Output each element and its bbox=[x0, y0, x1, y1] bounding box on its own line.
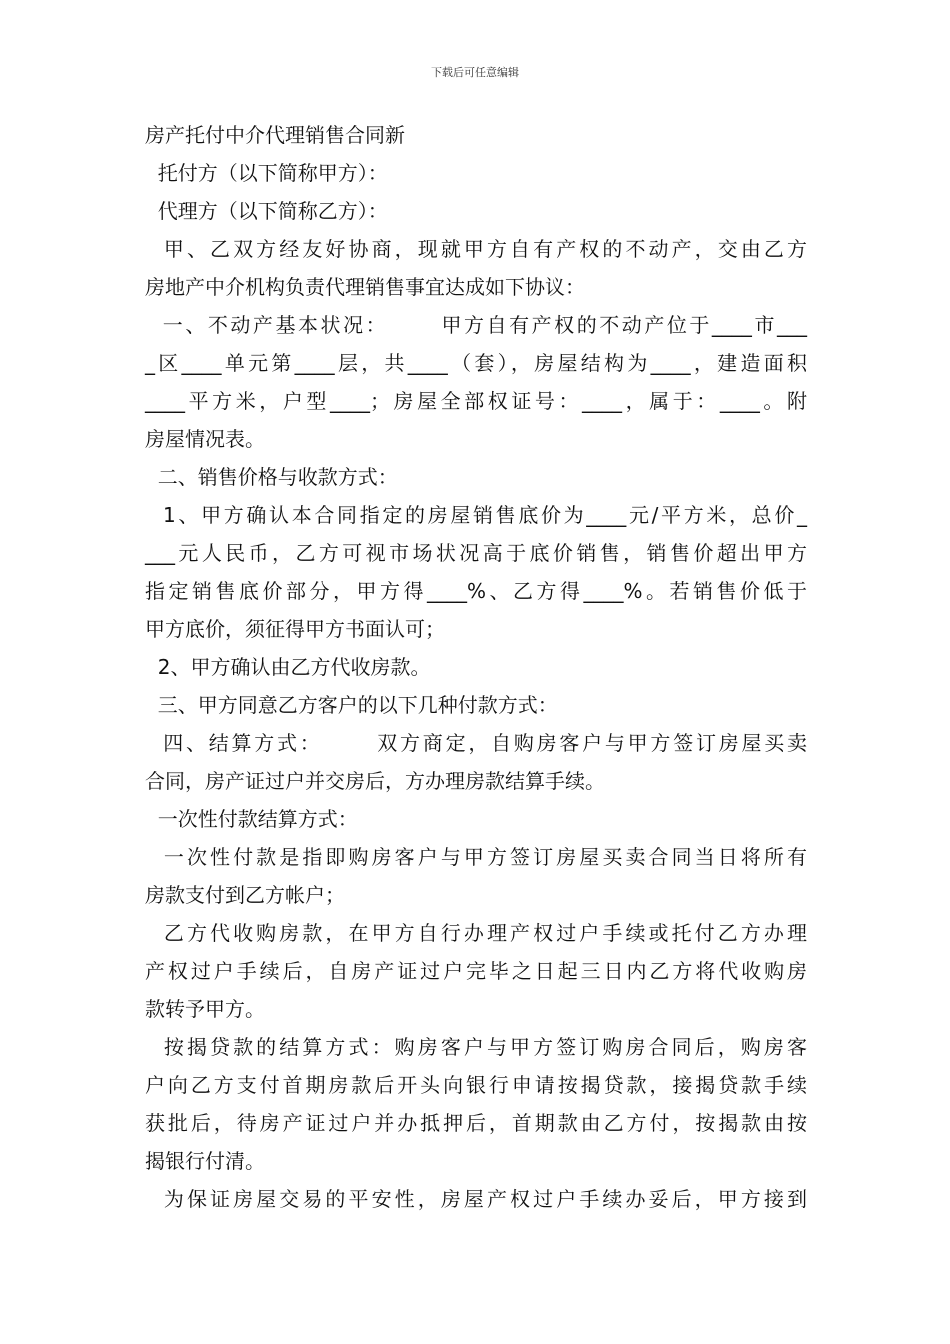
text-line: 为保证房屋交易的平安性，房屋产权过户手续办妥后，甲方接到 bbox=[145, 1187, 807, 1211]
text-line: 房屋情况表。 bbox=[145, 427, 265, 451]
document-title: 房产托付中介代理销售合同新 bbox=[145, 123, 405, 147]
text-line: 乙方代收购房款，在甲方自行办理产权过户手续或托付乙方办理 bbox=[145, 921, 807, 945]
section-heading-1: 一、不动产基本状况： 甲方自有产权的不动产位于____市___ bbox=[145, 313, 807, 337]
party-b-line: 代理方（以下简称乙方）： bbox=[145, 199, 388, 223]
text-line: 产权过户手续后，自房产证过户完毕之日起三日内乙方将代收购房 bbox=[145, 959, 807, 983]
text-line: ___元人民币，乙方可视市场状况高于底价销售，销售价超出甲方 bbox=[145, 541, 807, 565]
text-line: 款转予甲方。 bbox=[145, 997, 265, 1021]
text-line: 甲、乙双方经友好协商，现就甲方自有产权的不动产，交由乙方 bbox=[145, 237, 807, 261]
text-line: _区____单元第____层，共____（套），房屋结构为____，建造面积 bbox=[145, 351, 807, 375]
text-line: 获批后，待房产证过户并办抵押后，首期款由乙方付，按揭款由按 bbox=[145, 1111, 807, 1135]
text-line: 合同，房产证过户并交房后，方办理房款结算手续。 bbox=[145, 769, 605, 793]
text-line: 一次性付款是指即购房客户与甲方签订房屋买卖合同当日将所有 bbox=[145, 845, 807, 869]
text-line: 房款支付到乙方帐户； bbox=[145, 883, 345, 907]
section-heading-4: 四、结算方式： 双方商定，自购房客户与甲方签订房屋买卖 bbox=[145, 731, 807, 755]
text-line: 1、甲方确认本合同指定的房屋销售底价为____元/平方米，总价_ bbox=[145, 503, 807, 527]
party-a-line: 托付方（以下简称甲方）： bbox=[145, 161, 388, 185]
page-header-note: 下载后可任意编辑 bbox=[431, 66, 519, 79]
section-heading-3: 三、甲方同意乙方客户的以下几种付款方式： bbox=[145, 693, 558, 717]
text-line: 指定销售底价部分，甲方得____%、乙方得____%。若销售价低于 bbox=[145, 579, 807, 603]
text-line: 按揭贷款的结算方式：购房客户与甲方签订购房合同后，购房客 bbox=[145, 1035, 807, 1059]
text-line: 揭银行付清。 bbox=[145, 1149, 265, 1173]
text-line: 甲方底价，须征得甲方书面认可； bbox=[145, 617, 445, 641]
subheading-lump-sum: 一次性付款结算方式： bbox=[145, 807, 358, 831]
text-line: 2、甲方确认由乙方代收房款。 bbox=[145, 655, 431, 679]
text-line: 房地产中介机构负责代理销售事宜达成如下协议： bbox=[145, 275, 585, 299]
text-line: ____平方米，户型____；房屋全部权证号：____，属于：____。附 bbox=[145, 389, 807, 413]
text-line: 户向乙方支付首期房款后开头向银行申请按揭贷款，接揭贷款手续 bbox=[145, 1073, 807, 1097]
section-heading-2: 二、销售价格与收款方式： bbox=[145, 465, 398, 489]
